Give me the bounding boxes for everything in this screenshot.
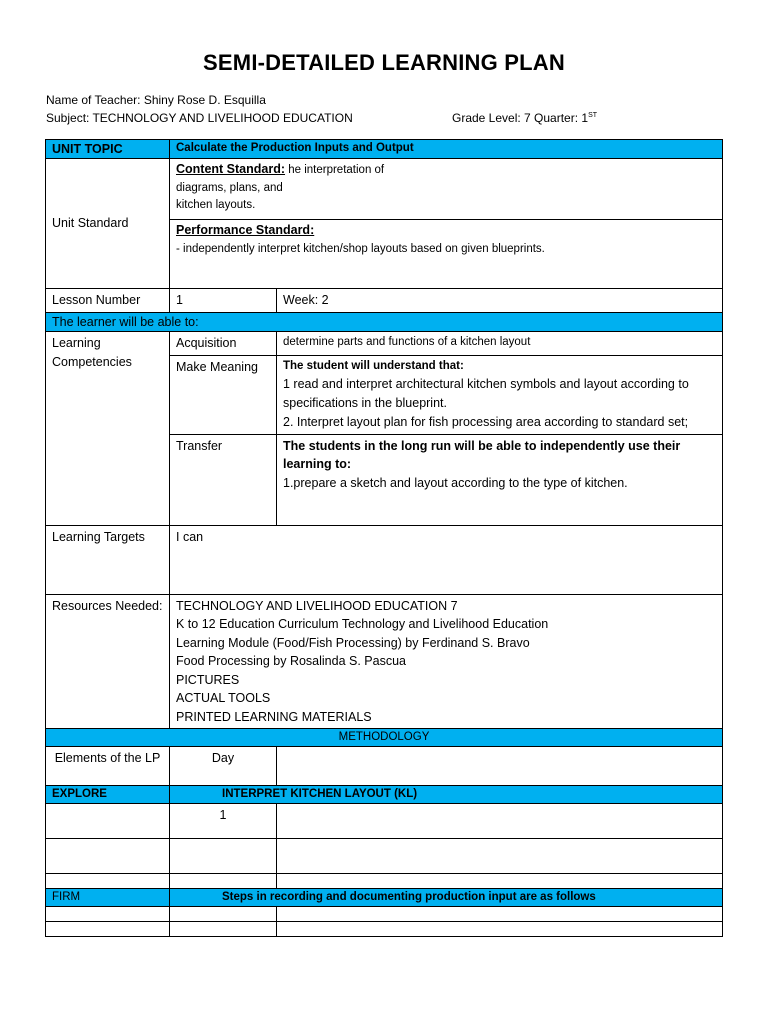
empty-cell [170, 921, 277, 936]
resources-label: Resources Needed: [46, 594, 170, 729]
make-meaning-cell [277, 356, 723, 435]
grade-quarter [452, 111, 597, 125]
quarter-superscript: ST [588, 112, 598, 119]
elements-row [46, 746, 723, 785]
teacher-name: Name of Teacher: Shiny Rose D. Esquilla [46, 93, 266, 107]
empty-cell [277, 921, 723, 936]
explore-day: 1 [170, 803, 277, 838]
unit-topic-row [46, 140, 723, 159]
firm-row [46, 888, 723, 906]
explore-empty-cell [46, 803, 170, 838]
explore-empty-row [46, 873, 723, 888]
resource-item: ACTUAL TOOLS [176, 691, 271, 705]
unit-topic-label: UNIT TOPIC [46, 140, 170, 159]
empty-cell [277, 838, 723, 873]
explore-title: INTERPRET KITCHEN LAYOUT (KL) [170, 785, 723, 803]
make-meaning-heading: The student will understand that: [283, 360, 464, 372]
learning-plan-table [45, 139, 723, 937]
learner-able-text: The learner will be able to: [46, 313, 723, 332]
empty-cell [46, 873, 170, 888]
empty-cell [170, 838, 277, 873]
content-standard-text-2: diagrams, plans, and [176, 181, 283, 194]
empty-cell [170, 906, 277, 921]
empty-cell [46, 906, 170, 921]
learning-competencies-label: Learning Competencies [46, 332, 170, 525]
unit-topic-value: Calculate the Production Inputs and Output [170, 140, 723, 159]
learning-targets-label: Learning Targets [46, 525, 170, 594]
explore-row [46, 785, 723, 803]
acquisition-row [46, 332, 723, 356]
week-cell: Week: 2 [277, 289, 723, 313]
lesson-number-label: Lesson Number [46, 289, 170, 313]
firm-empty-row [46, 921, 723, 936]
subject-line [46, 111, 726, 125]
make-meaning-item-2: 2. Interpret layout plan for fish processing area according to standard set; [283, 414, 689, 429]
transfer-heading: The students in the long run will be able to independently use their learning to: [283, 438, 681, 472]
empty-cell [46, 921, 170, 936]
explore-content-cell [277, 803, 723, 838]
lesson-number-value: 1 [170, 289, 277, 313]
resource-item: Learning Module (Food/Fish Processing) by Ferdinand S. Bravo [176, 635, 530, 650]
transfer-item-1: 1.prepare a sketch and layout according to the type of kitchen. [283, 476, 628, 490]
content-standard-text-3: kitchen layouts. [176, 199, 256, 212]
resource-item: Food Processing by Rosalinda S. Pascua [176, 654, 406, 668]
day-label: Day [170, 746, 277, 785]
resource-item: PICTURES [176, 672, 240, 687]
grade-quarter-text: Grade Level: 7 Quarter: 1 [452, 111, 589, 125]
methodology-heading: METHODOLOGY [46, 729, 723, 747]
explore-empty-row [46, 838, 723, 873]
content-standard-text-1: he interpretation of [285, 164, 385, 177]
unit-standard-label: Unit Standard [46, 159, 170, 289]
methodology-row [46, 729, 723, 747]
resource-item: PRINTED LEARNING MATERIALS [176, 709, 372, 724]
resources-row [46, 594, 723, 729]
performance-standard-cell [170, 220, 723, 289]
content-standard-label: Content Standard: [176, 162, 286, 177]
learning-targets-row [46, 525, 723, 594]
resources-list [170, 594, 723, 729]
firm-title: Steps in recording and documenting production input are as follows [170, 888, 723, 906]
document-title: SEMI-DETAILED LEARNING PLAN [203, 50, 565, 75]
make-meaning-label: Make Meaning [170, 356, 277, 435]
lesson-number-row [46, 289, 723, 313]
acquisition-label: Acquisition [170, 332, 277, 356]
performance-standard-text: - independently interpret kitchen/shop layouts based on given blueprints. [176, 242, 545, 255]
resource-item: TECHNOLOGY AND LIVELIHOOD EDUCATION 7 [176, 598, 458, 613]
empty-cell [277, 906, 723, 921]
elements-empty-cell [277, 746, 723, 785]
firm-label: FIRM [46, 888, 170, 906]
transfer-cell [277, 434, 723, 525]
acquisition-text: determine parts and functions of a kitchen layout [277, 332, 723, 356]
resource-item: K to 12 Education Curriculum Technology and Livelihood Education [176, 617, 549, 631]
performance-standard-label: Performance Standard: [176, 223, 315, 238]
elements-label: Elements of the LP [46, 746, 170, 785]
transfer-label: Transfer [170, 434, 277, 525]
empty-cell [170, 873, 277, 888]
make-meaning-item-1: 1 read and interpret architectural kitchen symbols and layout according to specifications in the blueprint. [283, 377, 689, 410]
content-standard-row [46, 159, 723, 220]
content-standard-cell [170, 159, 723, 220]
subject-text: Subject: TECHNOLOGY AND LIVELIHOOD EDUCATION [46, 111, 353, 125]
empty-cell [46, 838, 170, 873]
explore-label: EXPLORE [46, 785, 170, 803]
empty-cell [277, 873, 723, 888]
learning-targets-value: I can [170, 525, 723, 594]
explore-day-row [46, 803, 723, 838]
learner-able-row [46, 313, 723, 332]
firm-empty-row [46, 906, 723, 921]
